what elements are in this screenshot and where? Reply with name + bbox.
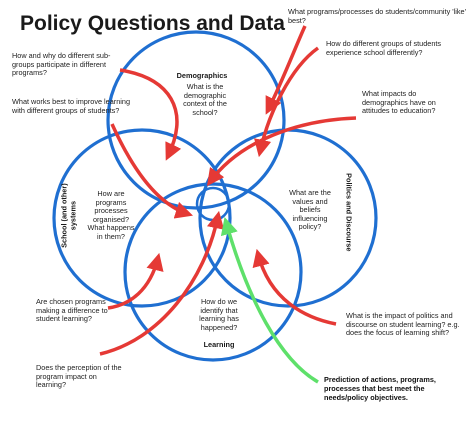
politics-question: What are the values and beliefs influencing policy? (289, 188, 331, 232)
question-like-best: What programs/processes do students/community 'like' best? (288, 7, 466, 25)
question-what-works: What works best to improve learning with different groups of students? (12, 97, 131, 115)
question-politics-impact: What is the impact of politics and discourse on student learning? e.g. does the focus of learning shift? (346, 311, 460, 338)
school-systems-question: How are programs processes organised? What happens in them? (87, 189, 135, 241)
question-chosen-programs: Are chosen programs making a difference to student learning? (36, 297, 108, 324)
learning-label: Learning (203, 340, 235, 349)
prediction-text: Prediction of actions, programs, processes that best meet the needs/policy objectives. (324, 375, 436, 402)
question-perception: Does the perception of the program impact on learning? (36, 363, 122, 390)
question-demographics-impact: What impacts do demographics have on attitudes to education? (362, 89, 436, 116)
school-systems-label: School (and other) systems (59, 183, 77, 248)
diagram-title: Policy Questions and Data (20, 12, 285, 35)
question-subgroups: How and why do different sub-groups participate in different programs? (12, 51, 111, 78)
demographics-question: What is the demographic context of the school? (183, 82, 227, 117)
learning-question: How do we identify that learning has happened? (199, 297, 239, 332)
demographics-circle (108, 32, 284, 208)
arrow-q7 (258, 254, 336, 324)
question-experience: How do different groups of students experience school differently? (326, 39, 442, 57)
politics-label: Politics and Discourse (344, 173, 354, 252)
demographics-label: Demographics (176, 71, 228, 80)
